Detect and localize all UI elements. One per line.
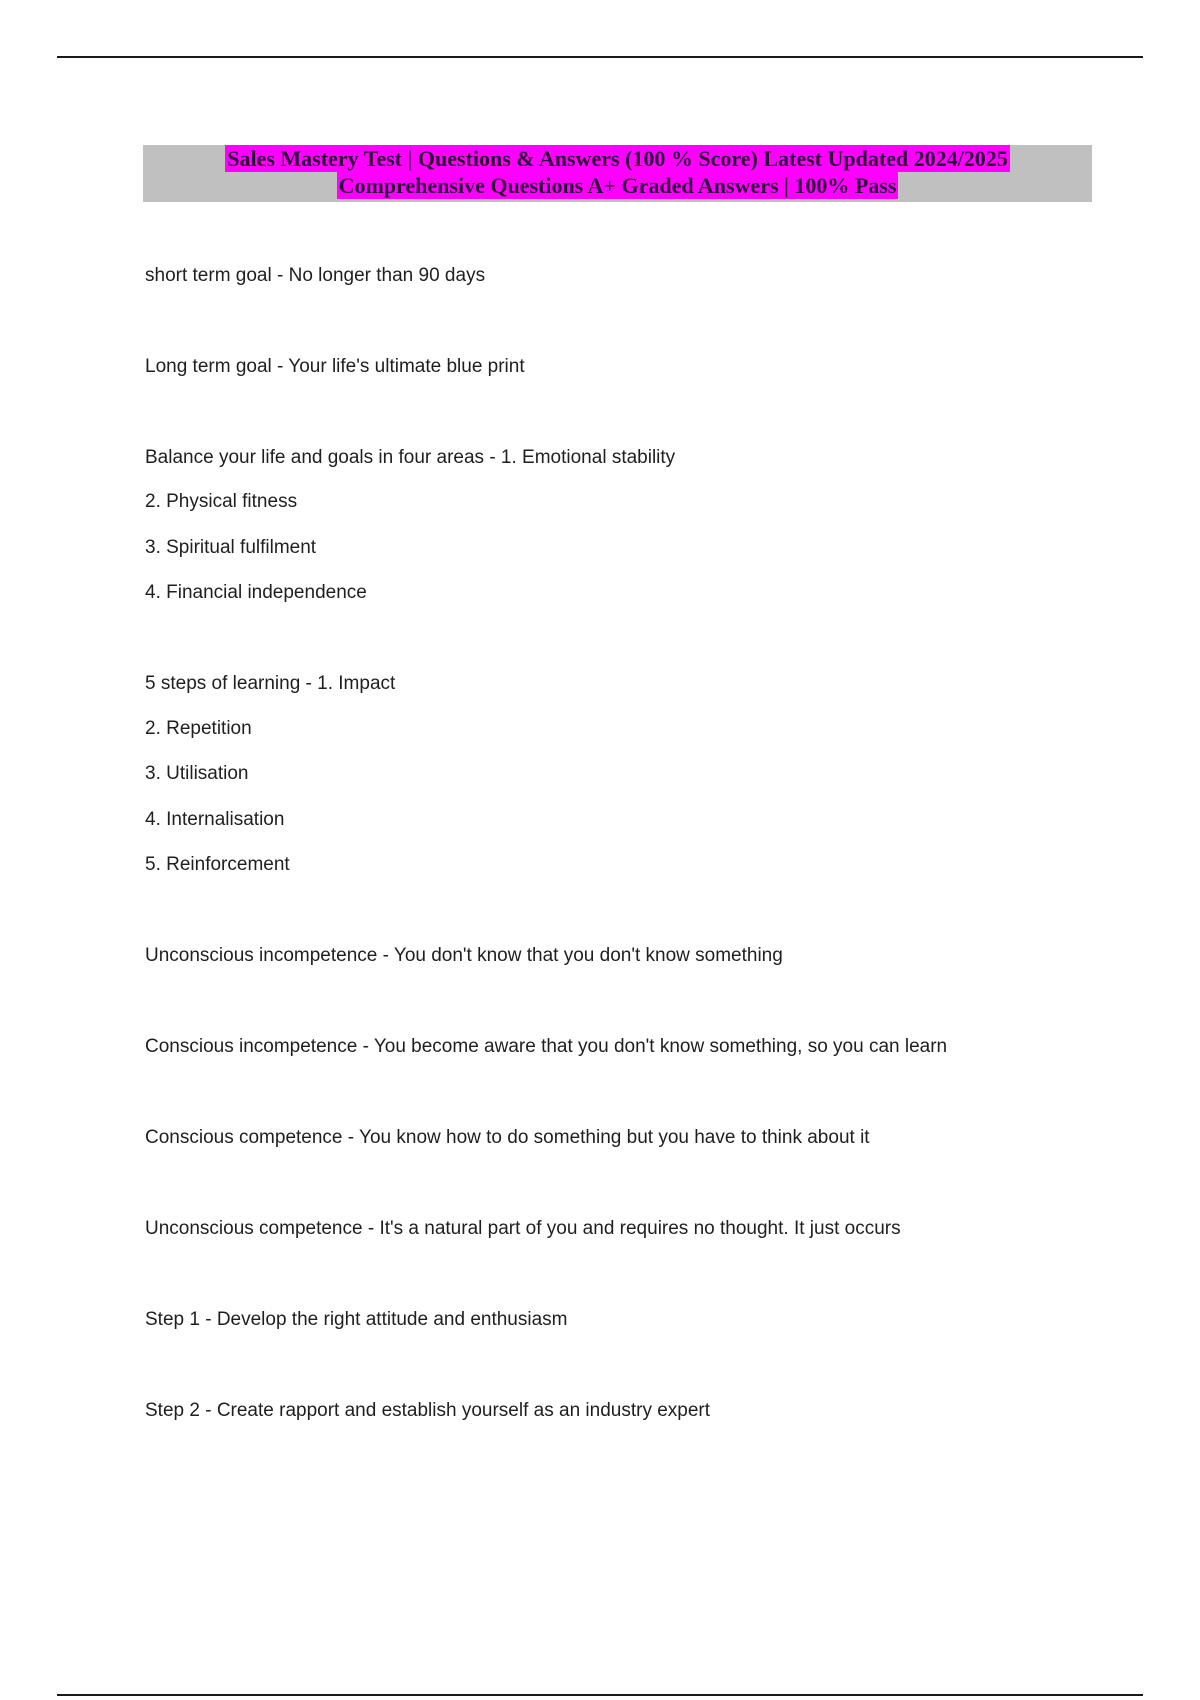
qa-item: Step 2 - Create rapport and establish yourself as an industry expert [145, 1400, 711, 1421]
qa-item: Conscious competence - You know how to do something but you have to think about it [145, 1127, 870, 1148]
qa-item: 2. Repetition [145, 718, 252, 739]
qa-item: 4. Financial independence [145, 582, 367, 603]
bottom-rule [57, 1694, 1143, 1696]
qa-item: 2. Physical fitness [145, 491, 298, 512]
qa-item: Unconscious competence - It's a natural part of you and requires no thought. It just occurs [145, 1218, 901, 1239]
qa-item: Long term goal - Your life's ultimate blue print [145, 356, 525, 377]
qa-item: Balance your life and goals in four areas - 1. Emotional stability [145, 447, 676, 468]
qa-item: Unconscious incompetence - You don't know that you don't know something [145, 945, 783, 966]
title-banner [143, 145, 1092, 202]
qa-item: 5 steps of learning - 1. Impact [145, 673, 396, 694]
qa-item: Step 1 - Develop the right attitude and enthusiasm [145, 1309, 568, 1330]
top-rule [57, 56, 1143, 58]
qa-item: short term goal - No longer than 90 days [145, 265, 486, 286]
qa-item: 3. Spiritual fulfilment [145, 537, 317, 558]
title-line-1: Sales Mastery Test | Questions & Answers (100 % Score) Latest Updated 2024/2025 [227, 146, 1008, 171]
title-line-2: Comprehensive Questions A+ Graded Answers | 100% Pass [338, 173, 897, 198]
qa-item: 5. Reinforcement [145, 854, 290, 875]
qa-item: 4. Internalisation [145, 809, 285, 830]
qa-item: 3. Utilisation [145, 763, 249, 784]
qa-item: Conscious incompetence - You become aware that you don't know something, so you can learn [145, 1036, 948, 1057]
